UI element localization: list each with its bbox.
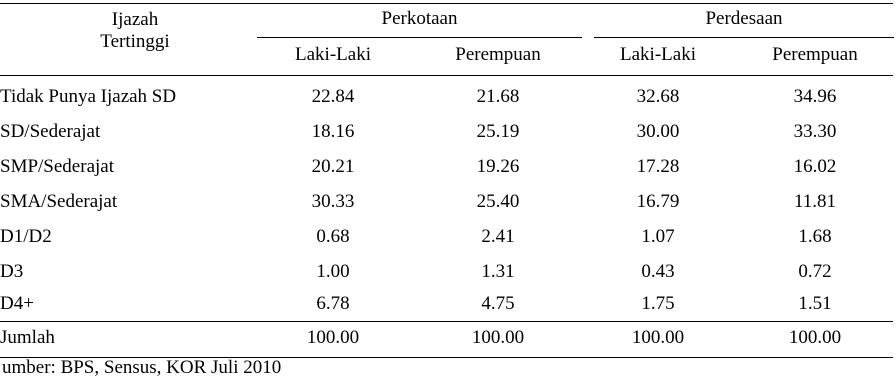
group-underline-perkotaan bbox=[257, 37, 582, 38]
group-header-perdesaan: Perdesaan bbox=[705, 8, 783, 29]
total-top-rule bbox=[0, 321, 893, 322]
row-label: Tidak Punya Ijazah SD bbox=[0, 86, 177, 107]
table-cell: 1.75 bbox=[641, 293, 675, 314]
table-top-rule bbox=[0, 3, 893, 4]
row-header-label-line1: Ijazah bbox=[111, 9, 159, 30]
table-cell: 4.75 bbox=[481, 293, 515, 314]
row-label: SMA/Sederajat bbox=[0, 191, 118, 212]
table-cell: 32.68 bbox=[636, 86, 680, 107]
table-cell: 30.00 bbox=[636, 121, 680, 142]
row-header-label-line2: Tertinggi bbox=[100, 31, 170, 52]
row-label: D4+ bbox=[0, 293, 34, 314]
total-cell: 100.00 bbox=[471, 327, 525, 348]
table-cell: 1.00 bbox=[316, 261, 350, 282]
row-label: D1/D2 bbox=[0, 226, 52, 247]
total-cell: 100.00 bbox=[788, 327, 842, 348]
table-cell: 17.28 bbox=[636, 156, 680, 177]
table-cell: 20.21 bbox=[311, 156, 355, 177]
table-cell: 25.40 bbox=[476, 191, 520, 212]
table-cell: 16.79 bbox=[636, 191, 680, 212]
table-cell: 18.16 bbox=[311, 121, 355, 142]
table-cell: 0.72 bbox=[798, 261, 832, 282]
total-cell: 100.00 bbox=[306, 327, 360, 348]
table-cell: 21.68 bbox=[476, 86, 520, 107]
subcolumn-header: Laki-Laki bbox=[620, 44, 696, 65]
group-header-perkotaan: Perkotaan bbox=[381, 8, 458, 29]
total-row-label: Jumlah bbox=[0, 327, 55, 348]
table-cell: 30.33 bbox=[311, 191, 355, 212]
table-cell: 11.81 bbox=[793, 191, 837, 212]
group-underline-perdesaan bbox=[594, 37, 894, 38]
row-label: D3 bbox=[0, 261, 24, 282]
table-cell: 25.19 bbox=[476, 121, 520, 142]
header-bottom-rule bbox=[0, 75, 893, 76]
table-cell: 19.26 bbox=[476, 156, 520, 177]
table-cell: 0.43 bbox=[641, 261, 675, 282]
row-label: SD/Sederajat bbox=[0, 121, 101, 142]
table-cell: 2.41 bbox=[481, 226, 515, 247]
subcolumn-header: Laki-Laki bbox=[295, 44, 371, 65]
table-cell: 0.68 bbox=[316, 226, 350, 247]
table-cell: 6.78 bbox=[316, 293, 350, 314]
table-cell: 22.84 bbox=[311, 86, 355, 107]
source-note: umber: BPS, Sensus, KOR Juli 2010 bbox=[2, 357, 282, 378]
row-label: SMP/Sederajat bbox=[0, 156, 114, 177]
subcolumn-header: Perempuan bbox=[772, 44, 858, 65]
table-cell: 1.68 bbox=[798, 226, 832, 247]
table-cell: 34.96 bbox=[793, 86, 837, 107]
table-cell: 1.51 bbox=[798, 293, 832, 314]
subcolumn-header: Perempuan bbox=[455, 44, 541, 65]
table-cell: 1.07 bbox=[641, 226, 675, 247]
table-cell: 33.30 bbox=[793, 121, 837, 142]
table-cell: 1.31 bbox=[481, 261, 515, 282]
total-cell: 100.00 bbox=[631, 327, 685, 348]
table-cell: 16.02 bbox=[793, 156, 837, 177]
